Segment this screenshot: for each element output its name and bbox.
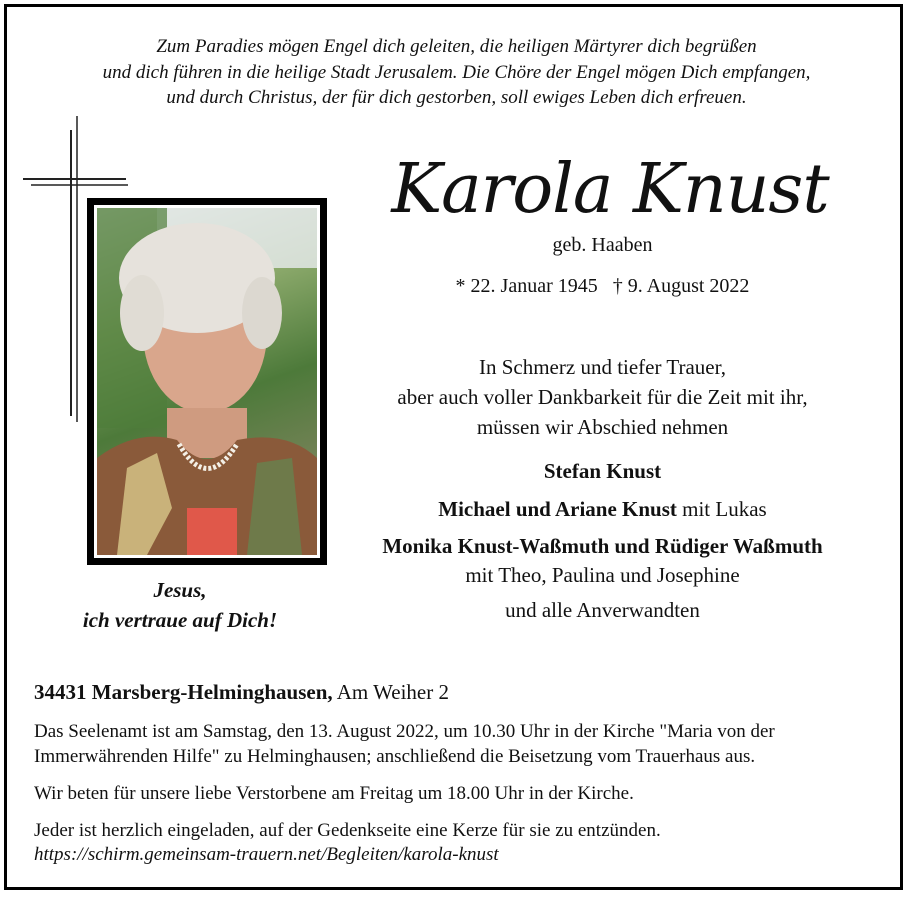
maiden-name: geb. Haaben <box>552 234 653 256</box>
caption-line: ich vertraue auf Dich! <box>82 608 278 632</box>
verse-line: Zum Paradies mögen Engel dich geleiten, die heiligen Märtyrer dich begrüßen <box>156 36 757 57</box>
caption-line: Jesus, <box>153 578 207 602</box>
faith-caption <box>50 575 310 635</box>
verse-line: und durch Christus, der für dich gestorben, soll ewiges Leben dich erfreuen. <box>166 87 747 108</box>
service-paragraph: Das Seelenamt ist am Samstag, den 13. August 2022, um 10.30 Uhr in der Kirche "Maria von der Immerwährenden Hilfe" zu Helminghausen; anschließend die Beisetzung vom Trauerhaus aus. <box>34 721 775 767</box>
verse <box>20 34 893 111</box>
address-street: Am Weiher 2 <box>332 680 449 704</box>
family-member: Stefan Knust <box>543 459 662 483</box>
life-dates: * 22. Januar 1945 † 9. August 2022 <box>455 275 750 297</box>
family-rest: mit Lukas <box>676 497 767 521</box>
family-member: Monika Knust-Waßmuth und Rüdiger Waßmuth <box>382 534 823 558</box>
address-city: 34431 Marsberg-Helminghausen, <box>34 680 333 704</box>
portrait-photo <box>87 198 327 565</box>
family-member <box>330 497 875 522</box>
mourning-text <box>345 352 860 442</box>
memorial-link[interactable]: https://schirm.gemeinsam-trauern.net/Begleiten/karola-knust <box>34 844 499 865</box>
deceased-name: Karola Knust <box>391 150 829 229</box>
mourning-line: müssen wir Abschied nehmen <box>476 415 729 439</box>
mourning-line: In Schmerz und tiefer Trauer, <box>478 355 726 379</box>
family-member: und alle Anverwandten <box>505 598 700 622</box>
family-member: mit Theo, Paulina und Josephine <box>465 563 740 587</box>
mourning-line: aber auch voller Dankbarkeit für die Zeit mit ihr, <box>397 385 808 409</box>
portrait-image <box>97 208 317 555</box>
candle-paragraph: Jeder ist herzlich eingeladen, auf der Gedenkseite eine Kerze für sie zu entzünden. <box>34 820 661 841</box>
verse-line: und dich führen in die heilige Stadt Jerusalem. Die Chöre der Engel mögen Dich empfangen, <box>102 61 811 83</box>
address <box>34 680 449 705</box>
prayer-paragraph: Wir beten für unsere liebe Verstorbene am Freitag um 18.00 Uhr in der Kirche. <box>34 783 634 804</box>
family-name: Michael und Ariane Knust <box>438 497 677 521</box>
